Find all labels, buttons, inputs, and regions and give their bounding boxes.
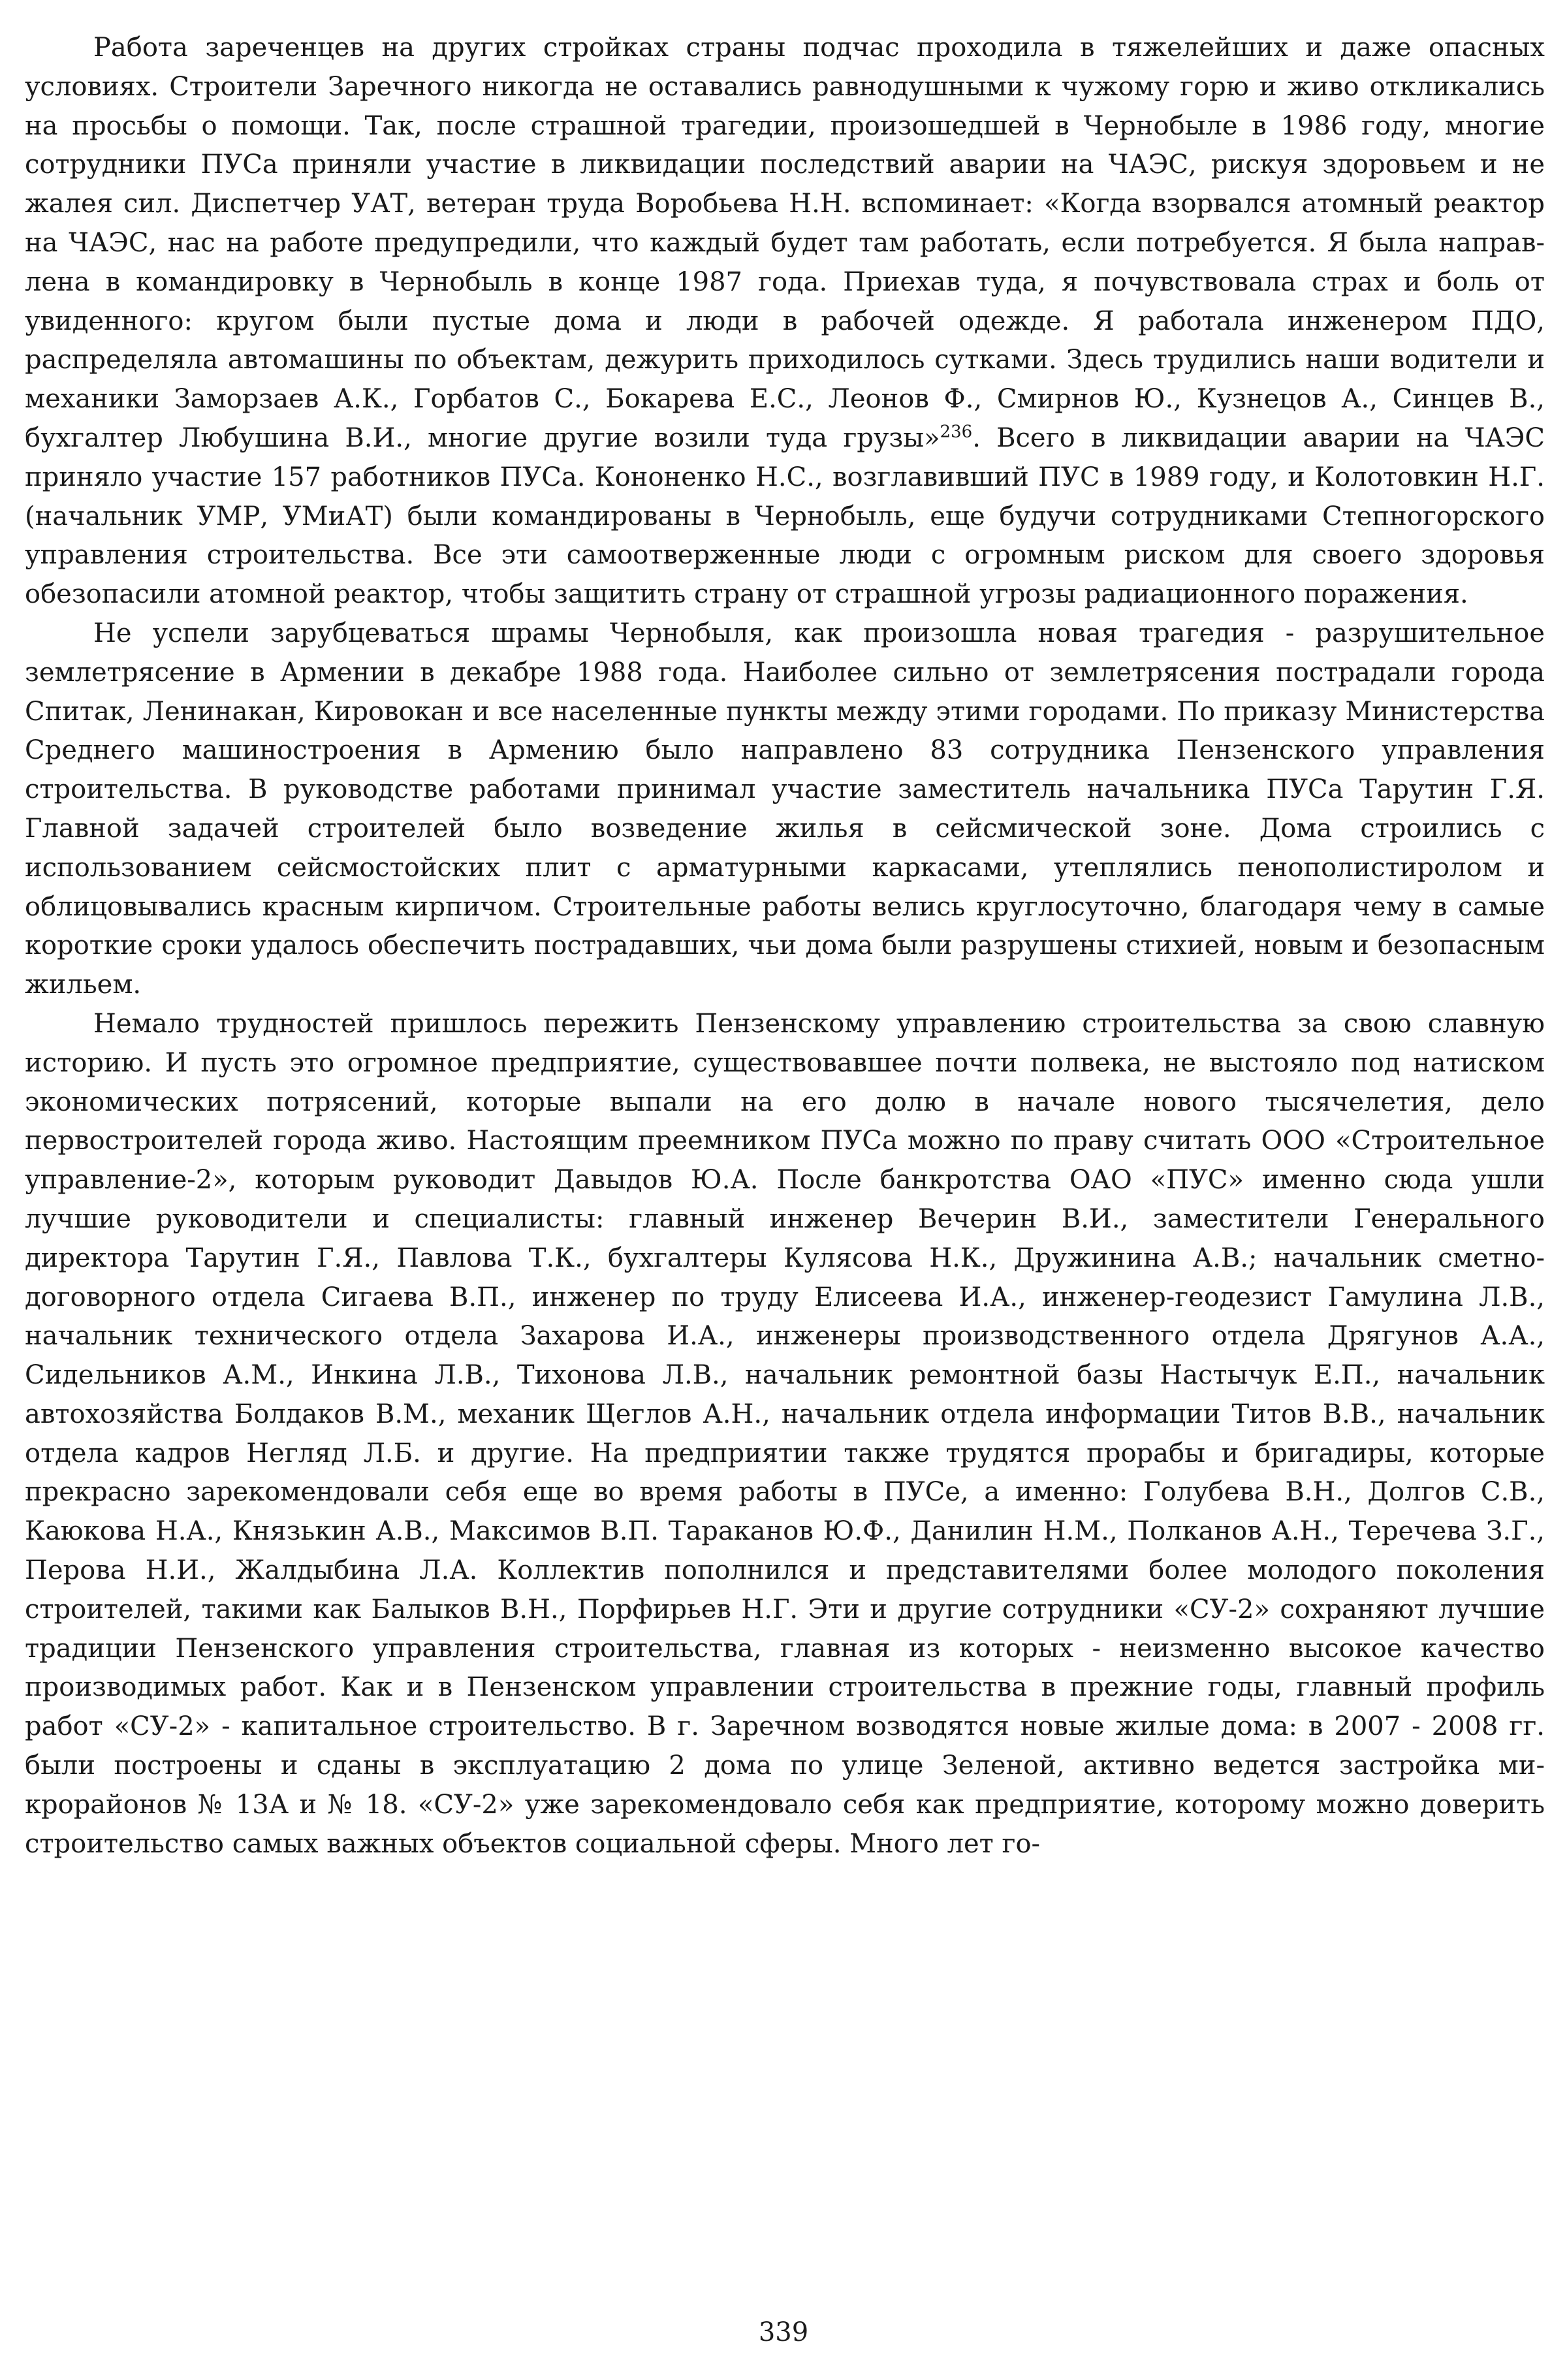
paragraph-text: Работа зареченцев на других стройках страны подчас проходила в тяжелейших и даже опасных условиях. Строители Заречного никогда не оставались равнодушными к чужому горю и живо откликались на просьбы о помощи. Так, после страшной трагедии, произошедшей в Чернобыле в 1986 году, многие сотрудники ПУСа приняли участие в ликвидации последствий аварии на ЧАЭС, рискуя здоровьем и не жалея сил. Диспетчер УАТ, ветеран труда Воробьева Н.Н. вспоминает: «Когда взорвался атомный реактор на ЧАЭС, нас на работе предупредили, что каждый будет там работать, если потребуется. Я была направлена в командировку в Чернобыль в конце 1987 года. Приехав туда, я почувствовала страх и боль от увиденного: кругом были пустые дома и люди в рабочей одежде. Я работала инженером ПДО, распределяла автомашины по объектам, дежурить приходилось сутками. Здесь трудились наши водители и механики Заморзаев А.К., Горбатов С., Бокарева Е.С., Леонов Ф., Смирнов Ю., Кузнецов А., Синцев В., бухгалтер Любушина В.И., многие другие возили туда грузы» [25, 33, 1545, 453]
paragraph-chernobyl [25, 29, 1545, 614]
paragraph-armenia: Не успели зарубцеваться шрамы Чернобыля, как произошла новая трагедия - разрушительное землетрясение в Армении в декабре 1988 года. Наиболее сильно от землетрясения пострадали города Спитак, Ленинакан, Кировокан и все населенные пункты между этими городами. По приказу Министерства Среднего машиностроения в Армению было направлено 83 сотрудника Пензенского управления строительства. В руководстве работами принимал участие заместитель начальника ПУСа Тарутин Г.Я. Главной задачей строителей было возведение жилья в сейсмической зоне. Дома строились с использованием сейсмостойских плит с арматурными каркасами, утеплялись пенополистиролом и облицовывались красным кирпичом. Строительные работы велись круглосуточно, благодаря чему в самые короткие сроки удалось обеспечить пострадавших, чьи дома были разрушены стихией, новым и безопасным жильем. [25, 618, 1545, 1000]
footnote-reference: 236 [940, 422, 973, 442]
page-body [25, 29, 1545, 1864]
paragraph-text: . Всего в ликвидации аварии на ЧАЭС приняло участие 157 работников ПУСа. Кононенко Н.С., возглавивший ПУС в 1989 году, и Колотовкин Н.Г.(начальник УМР, УМиАТ) были командированы в Чернобыль, еще будучи сотрудниками Степногорского управления строительства. Все эти самоотверженные люди с огромным риском для своего здоровья обезопасили атомной реактор, чтобы защитить страну от страшной угрозы радиационного поражения. [25, 422, 1545, 610]
page-number: 339 [758, 2317, 809, 2347]
paragraph-su2: Немало трудностей пришлось пережить Пензенскому управлению строительства за свою славную историю. И пусть это огромное предприятие, существовавшее почти полвека, не выстояло под натиском экономических потрясений, которые выпали на его долю в начале нового тысячелетия, дело первостроителей города живо. Настоящим преемником ПУСа можно по праву считать ООО «Строительное управление-2», которым руководит Давыдов Ю.А. После банкротства ОАО «ПУС» именно сюда ушли лучшие руководители и специалисты: главный инженер Вечерин В.И., заместители Генерального директора Тарутин Г.Я., Павлова Т.К., бухгалтеры Кулясова Н.К., Дружинина А.В.; начальник сметно-договорного отдела Сигаева В.П., инженер по труду Елисеева И.А., инженер-геодезист Гамулина Л.В., начальник технического отдела Захарова И.А., инженеры производственного отдела Дрягунов А.А., Сидельников А.М., Инкина Л.В., Тихонова Л.В., начальник ремонтной базы Настычук Е.П., начальник автохозяйства Болдаков В.М., механик Щеглов А.Н., начальник отдела информации Титов В.В., начальник отдела кадров Негляд Л.Б. и другие. На предприятии также трудятся прорабы и бригадиры, которые прекрасно зарекомендовали себя еще во время работы в ПУСе, а именно: Голубева В.Н., Долгов С.В., Каюкова Н.А., Князькин А.В., Максимов В.П. Тараканов Ю.Ф., Данилин Н.М., Полканов А.Н., Теречева З.Г., Перова Н.И., Жалдыбина Л.А. Коллектив пополнился и представителями более молодого поколения строителей, такими как Балыков В.Н., Порфирьев Н.Г. Эти и другие сотрудники «СУ-2» сохраняют лучшие традиции Пензенского управления строительства, главная из которых - неизменно высокое качество производимых работ. Как и в Пензенском управлении строительства в прежние годы, главный профиль работ «СУ-2» - капитальное строительство. В г. Заречном возводятся новые жилые дома: в 2007 - 2008 гг. были построены и сданы в эксплуатацию 2 дома по улице Зеленой, активно ведется застройка микрорайонов № 13А и № 18. «СУ-2» уже зарекомендовало себя как предприятие, которому можно доверить строительство самых важных объектов социальной сферы. Много лет го- [25, 1008, 1545, 1859]
